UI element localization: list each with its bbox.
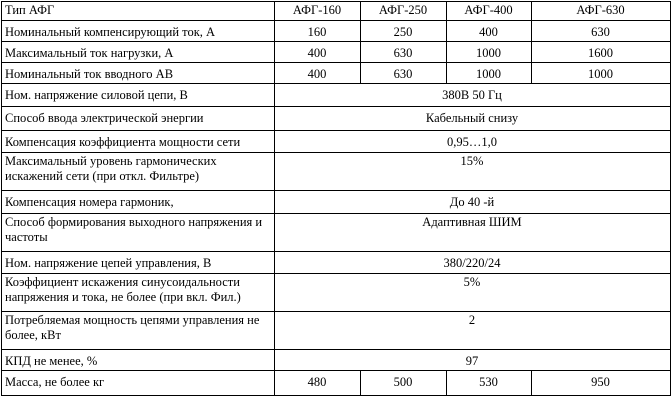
cell-value: 400 (447, 21, 532, 42)
specifications-table (1, 1, 671, 396)
row-label: Максимальный уровень гармонических искажений сети (при откл. Фильтре) (2, 153, 275, 191)
table-row (2, 42, 671, 63)
table-row (2, 214, 671, 252)
cell-value-merged: 5% (275, 274, 671, 312)
row-label: Компенсация коэффициента мощности сети (2, 131, 275, 153)
table-row (2, 21, 671, 42)
cell-value: 630 (361, 42, 447, 63)
table-row (2, 63, 671, 84)
table-row (2, 312, 671, 350)
cell-value-merged: 380/220/24 (275, 252, 671, 274)
header-model-afg-160: АФГ-160 (275, 2, 361, 21)
row-label: Номинальный ток вводного АВ (2, 63, 275, 84)
table-row (2, 191, 671, 214)
table-header-row (2, 2, 671, 21)
header-model-afg-400: АФГ-400 (447, 2, 532, 21)
cell-value: 1000 (532, 63, 671, 84)
row-label: Потребляемая мощность цепями управления не более, кВт (2, 312, 275, 350)
table-row (2, 350, 671, 371)
row-label: Способ ввода электрической энергии (2, 107, 275, 131)
header-model-afg-630: АФГ-630 (532, 2, 671, 21)
cell-value-merged: 97 (275, 350, 671, 371)
cell-value-merged: Адаптивная ШИМ (275, 214, 671, 252)
cell-value-merged: 380В 50 Гц (275, 84, 671, 107)
row-label: Номинальный компенсирующий ток, А (2, 21, 275, 42)
cell-value: 1000 (447, 42, 532, 63)
cell-value: 400 (275, 42, 361, 63)
table-row (2, 131, 671, 153)
row-label: Способ формирования выходного напряжения и частоты (2, 214, 275, 252)
row-label: Компенсация номера гармоник, (2, 191, 275, 214)
row-label: Масса, не более кг (2, 371, 275, 396)
header-model-afg-250: АФГ-250 (361, 2, 447, 21)
row-label: КПД не менее, % (2, 350, 275, 371)
cell-value: 500 (361, 371, 447, 396)
cell-value: 950 (532, 371, 671, 396)
table-row (2, 274, 671, 312)
cell-value: 630 (361, 63, 447, 84)
cell-value-merged: Кабельный снизу (275, 107, 671, 131)
cell-value-merged: 0,95…1,0 (275, 131, 671, 153)
row-label: Максимальный ток нагрузки, А (2, 42, 275, 63)
table-row (2, 84, 671, 107)
cell-value: 250 (361, 21, 447, 42)
table-row (2, 153, 671, 191)
cell-value: 1000 (447, 63, 532, 84)
table-row (2, 252, 671, 274)
header-type-label: Тип АФГ (2, 2, 275, 21)
row-label: Ном. напряжение цепей управления, В (2, 252, 275, 274)
cell-value-merged: 2 (275, 312, 671, 350)
row-label: Коэффициент искажения синусоидальности напряжения и тока, не более (при вкл. Фил.) (2, 274, 275, 312)
cell-value: 400 (275, 63, 361, 84)
table-row (2, 107, 671, 131)
cell-value: 530 (447, 371, 532, 396)
cell-value: 1600 (532, 42, 671, 63)
cell-value: 480 (275, 371, 361, 396)
cell-value-merged: 15% (275, 153, 671, 191)
cell-value: 160 (275, 21, 361, 42)
cell-value-merged: До 40 -й (275, 191, 671, 214)
cell-value: 630 (532, 21, 671, 42)
row-label: Ном. напряжение силовой цепи, В (2, 84, 275, 107)
table-row (2, 371, 671, 396)
